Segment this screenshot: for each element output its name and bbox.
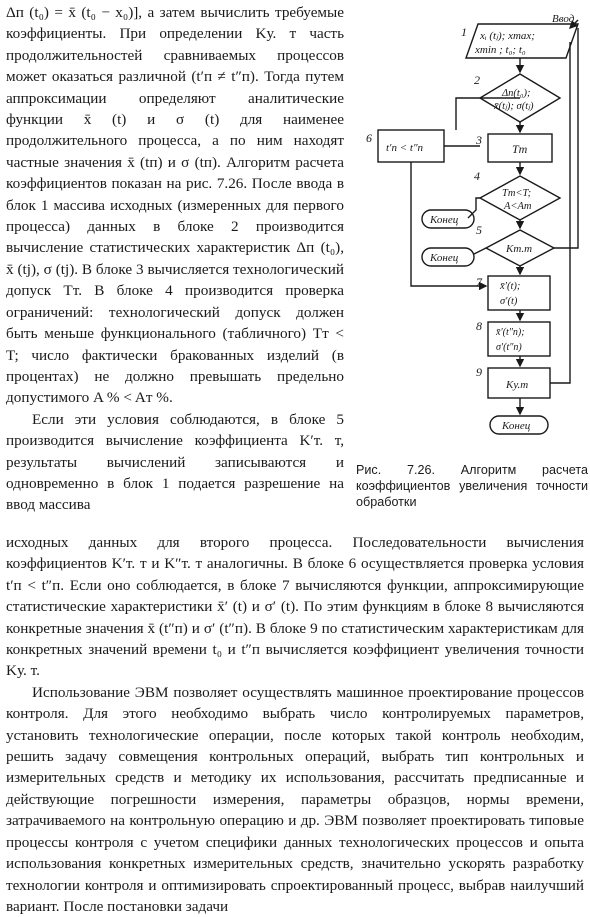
block-1-line1: xᵢ (tⱼ); xmax;	[480, 30, 535, 42]
block-4-line2: A<Aт	[504, 201, 532, 212]
block-4-num: 4	[474, 169, 480, 183]
end-3-label: Конец	[502, 420, 531, 432]
block-5-label: Kт.т	[506, 243, 533, 255]
block-6-num: 6	[366, 131, 372, 145]
paragraph-2: Если эти условия соблюдаются, в блоке 5 производится вычисление коэффициента K′т. т, результаты вычислений записываются и одновременно в блок 1 подается разрешение на ввод массива	[6, 410, 344, 514]
block-1-line2: xmin ; t₀; t₀	[475, 44, 526, 56]
block-1-num: 1	[461, 25, 467, 39]
flowchart-figure	[356, 6, 586, 436]
block-7-line2: σ′(t)	[500, 296, 518, 307]
end-2-label: Конец	[430, 252, 459, 264]
block-2-line1: Δп(t₀);	[502, 88, 531, 99]
block-5-num: 5	[476, 223, 482, 237]
block-9-label: Kу.т	[506, 379, 529, 391]
figure-caption: Рис. 7.26. Алгоритм расчета коэффициентов увеличения точности обработки	[356, 463, 588, 509]
block-7-num: 7	[476, 275, 482, 289]
wide-text-column	[6, 532, 584, 917]
block-6-label: t′п < t″п	[386, 142, 424, 154]
block-2-num: 2	[474, 73, 480, 87]
block-8-num: 8	[476, 319, 482, 333]
block-4-line1: Tт<T;	[502, 188, 532, 199]
block-8-line2: σ′(t″п)	[496, 342, 522, 353]
block-9-num: 9	[476, 365, 482, 379]
paragraph-3: Использование ЭВМ позволяет осуществлять машинное проектирование процессов контроля. Для этого необходимо выбрать число контролируемых параметров, установить технологические операции, после которых такой контроль необходим, решить задачу совмещения контрольных операций, выбрать тип контрольных и измерительных средств и методику их использования, рассчитать предписанные и действующие погрешности измерения, параметры образцов, нормы времени, затрачиваемого на контрольную операцию и др. ЭВМ позволяет проектировать типовые процессы контроля с учетом специфики данных технологических процессов и опыта использования конкретных измерительных средств, значительно ускорять разработку технологии контроля и оптимизировать спроектированный процесс, выбрав наилучший вариант. После постановки задачи	[6, 683, 584, 915]
block-7-line1: x̄′(t);	[500, 281, 521, 292]
block-2-line2: x̄(tⱼ); σ(tⱼ)	[494, 101, 534, 112]
paragraph-2-continued: исходных данных для второго процесса. Последовательности вычисления коэффициентов K′т. т и K″т. т аналогичны. В блоке 6 осуществляется проверка условия t′п < t″п. Если оно соблюдается, в блоке 7 вычисляются функции, аппроксимирующие статистические характеристики x̄′ (t) и σ′ (t). По этим функциям в блоке 8 вычисляются конкретные значения x̄ (t″п) и σ′ (t″п). В блоке 9 по статистическим характеристикам для конкретных значений времени t₀ и t″п вычисляется коэффициент увеличения точности Kу. т.	[6, 534, 584, 680]
narrow-text-column	[6, 2, 344, 516]
block-8-line1: x̄′(t″п);	[496, 327, 525, 338]
block-3-num: 3	[476, 133, 482, 147]
input-label: Ввод	[552, 13, 575, 25]
end-1-label: Конец	[430, 214, 459, 226]
block-3-label: Tт	[512, 142, 528, 156]
paragraph-1: Δп (t₀) = x̄ (t₀ − x₀)], а затем вычислить требуемые коэффициенты. При определении Kу. т часть продолжительностей сравниваемых процессов может оказаться различной (t′п ≠ t″п). Тогда путем аппроксимации определяют аналитические функции x̄ (t) и σ (t) для наименее продолжительного процесса, а по ним находят частные значения x̄ (tп) и σ (tп). Алгоритм расчета коэффициентов показан на рис. 7.26. После ввода в блок 1 массива исходных (измеренных для первого процесса) данных в блоке 2 производится вычисление статистических характеристик Δп (t₀), x̄ (tj), σ (tj). В блоке 3 вычисляется технологический допуск Tт. В блоке 4 производится проверка ограничений: технологический допуск должен быть меньше функционального (табличного) Tт < T; число фактически бракованных изделий (в процентах) не должно превышать предельно допустимого A % < Aт %.	[6, 4, 344, 407]
